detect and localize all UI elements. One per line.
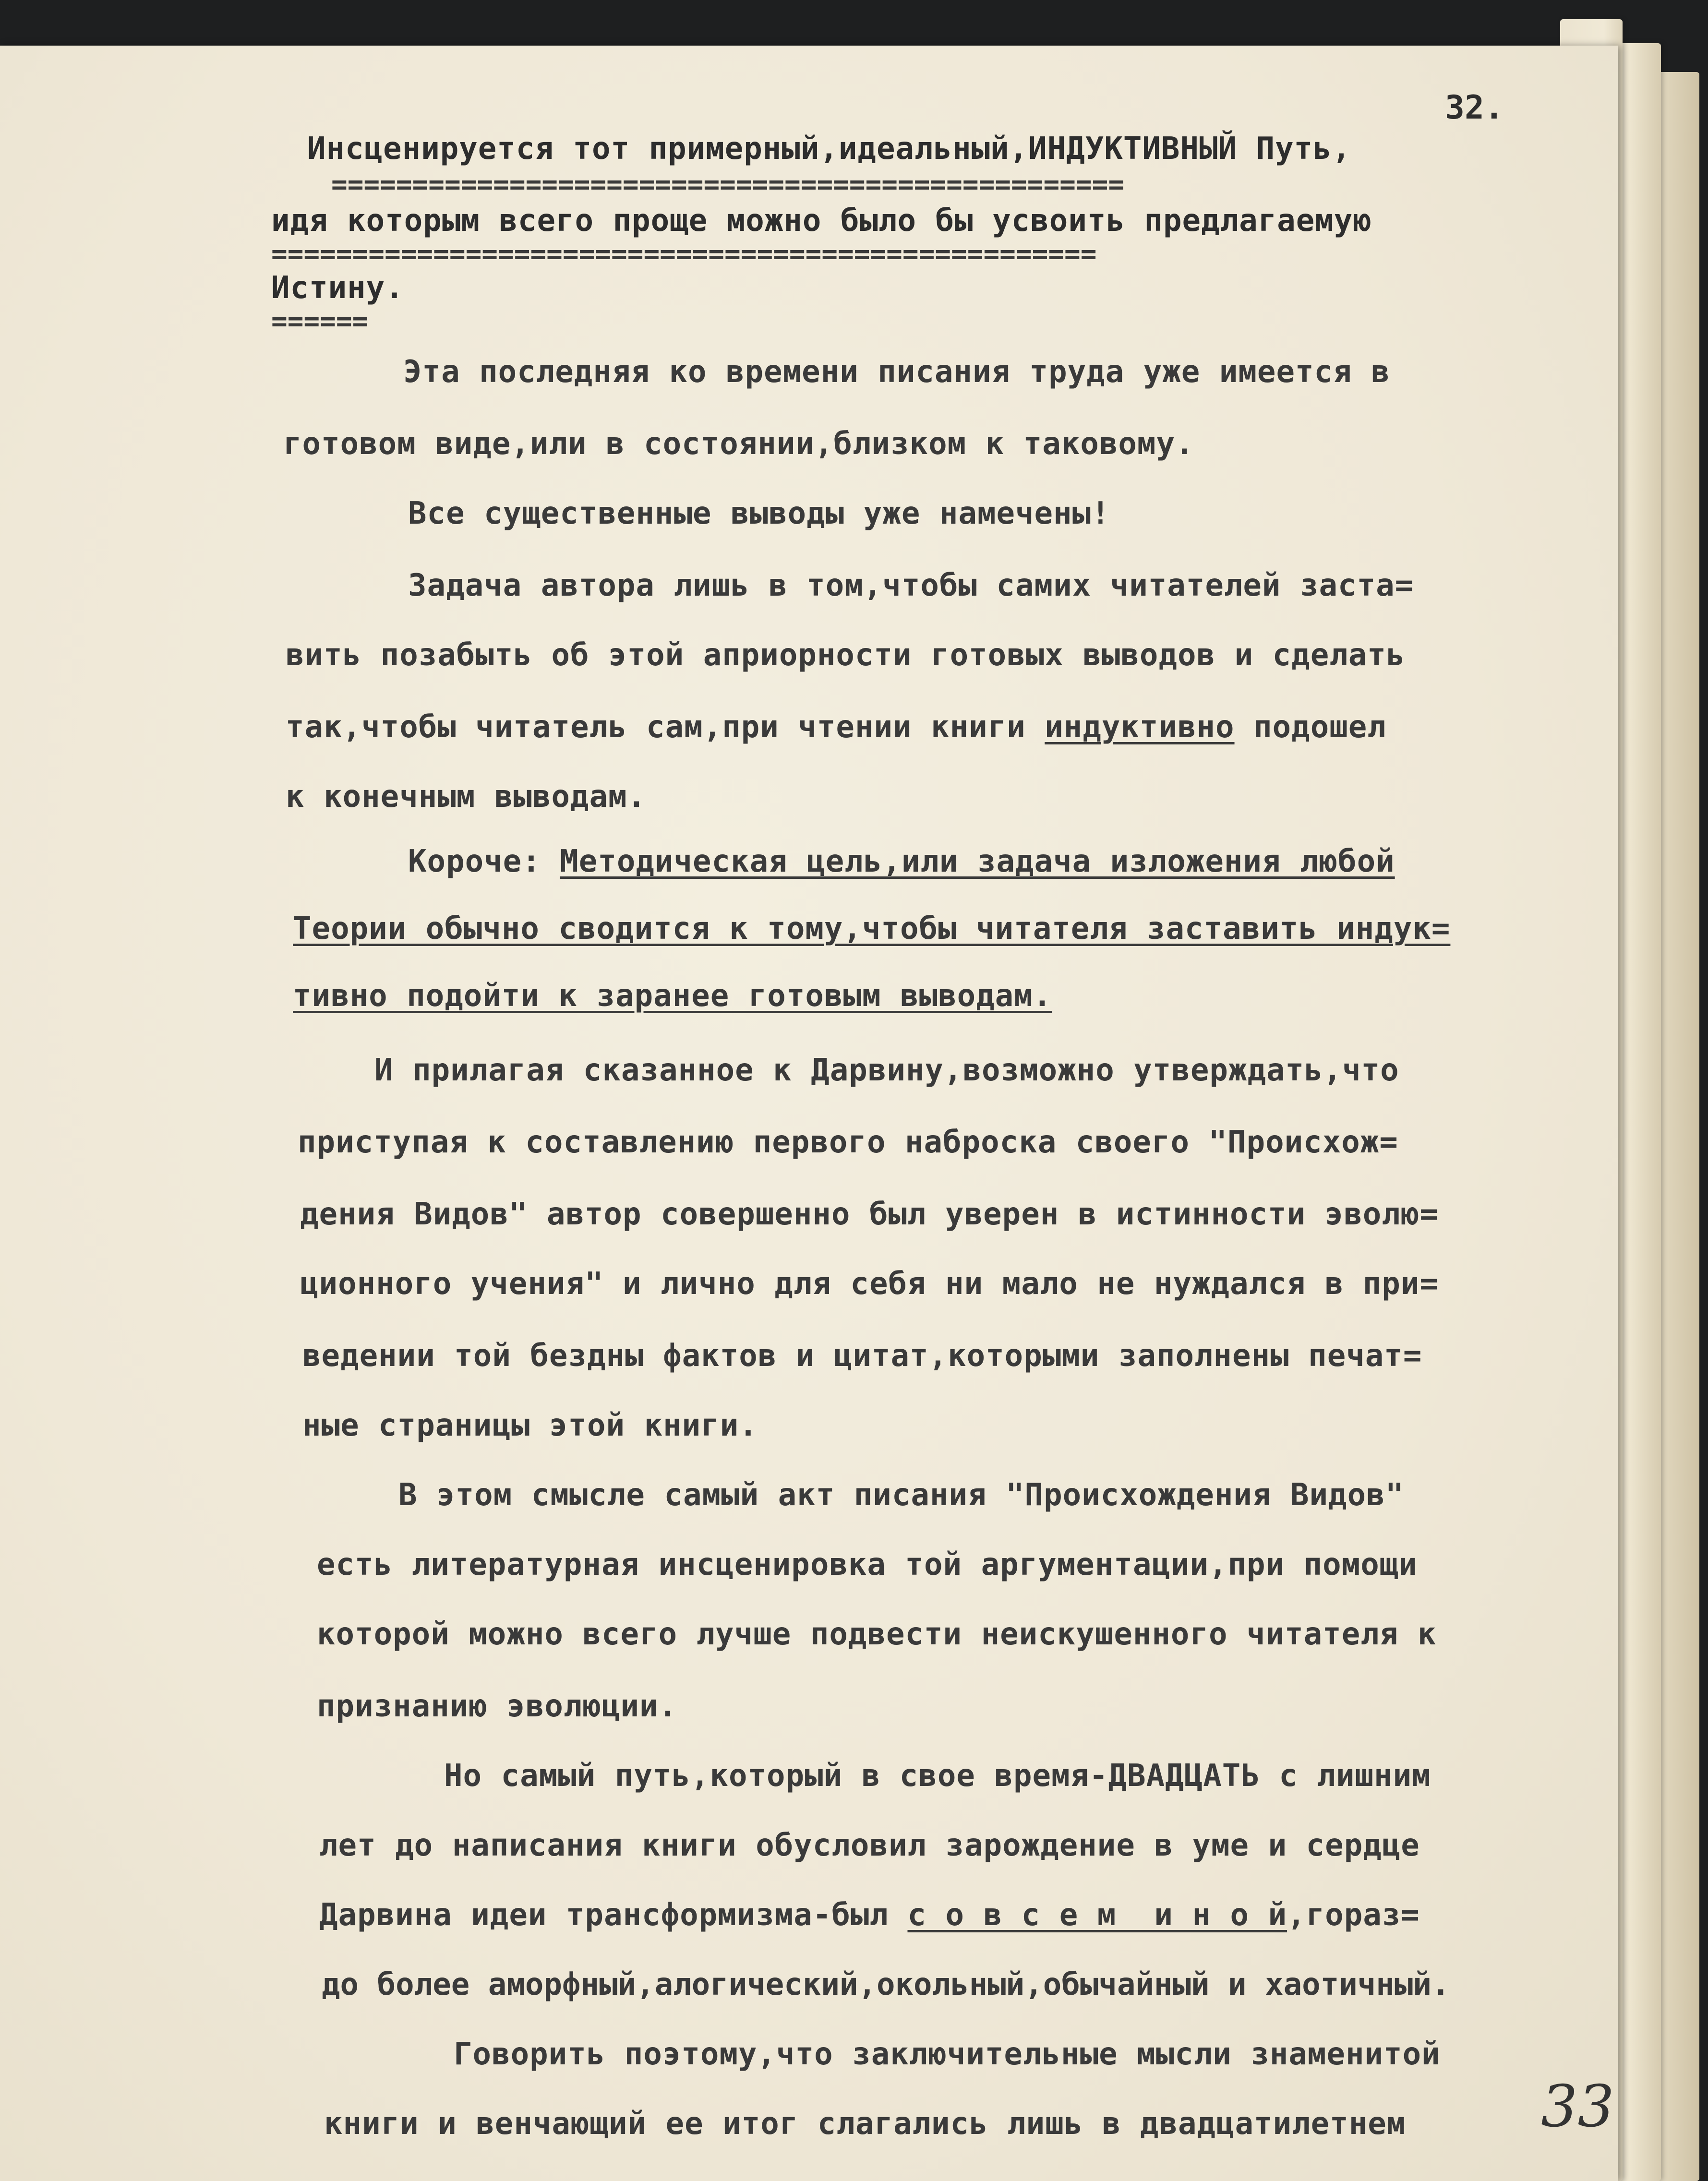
text-line: готовом виде,или в состоянии,близком к таковому. bbox=[283, 426, 1194, 462]
text-line: Истину. bbox=[271, 270, 404, 306]
text-line: дения Видов" автор совершенно был уверен в истинности эволю= bbox=[300, 1197, 1439, 1232]
text-line: Все существенные выводы уже намечены! bbox=[408, 496, 1110, 531]
text-line bbox=[319, 1896, 1420, 1934]
text-line: ведении той бездны фактов и цитат,которыми заполнены печат= bbox=[302, 1338, 1422, 1374]
text-segment: подошел bbox=[1234, 709, 1386, 745]
text-line: ные страницы этой книги. bbox=[302, 1408, 758, 1443]
text-line: ционного учения" и лично для себя ни мало не нуждался в при= bbox=[300, 1266, 1439, 1302]
underlined-phrase: Методическая цель,или задача изложения любой bbox=[560, 844, 1395, 879]
page-number: 32. bbox=[1445, 89, 1504, 127]
double-underline-rule: ====== bbox=[271, 312, 369, 331]
text-line: признанию эволюции. bbox=[317, 1689, 678, 1724]
text-line: приступая к составлению первого наброска своего "Происхож= bbox=[298, 1125, 1398, 1160]
double-underline-rule: =================================================== bbox=[271, 245, 1097, 264]
text-line: есть литературная инсценировка той аргументации,при помощи bbox=[317, 1547, 1418, 1582]
text-line: которой можно всего лучше подвести неискушенного читателя к bbox=[317, 1617, 1437, 1652]
text-segment: Дарвина идеи трансформизма-был bbox=[319, 1897, 908, 1933]
underlined-text-line: тивно подойти к заранее готовым выводам. bbox=[293, 978, 1052, 1014]
text-line: Инсценируется тот примерный,идеальный,ИНДУКТИВНЫЙ Путь, bbox=[307, 131, 1351, 167]
underlined-word: индуктивно bbox=[1045, 709, 1235, 745]
text-line: идя которым всего проще можно было бы усвоить предлагаемую bbox=[271, 203, 1372, 239]
document-page bbox=[0, 46, 1618, 2181]
text-segment: ,гораз= bbox=[1287, 1897, 1420, 1933]
text-line: вить позабыть об этой априорности готовых выводов и сделать bbox=[286, 637, 1406, 673]
text-line: И прилагая сказанное к Дарвину,возможно утверждать,что bbox=[374, 1053, 1399, 1088]
text-line: Задача автора лишь в том,чтобы самих читателей заста= bbox=[408, 568, 1414, 603]
double-underline-rule: ================================================= bbox=[331, 175, 1125, 194]
handwritten-folio-number: 33 bbox=[1541, 2073, 1614, 2140]
text-line: В этом смысле самый акт писания "Происхождения Видов" bbox=[398, 1477, 1405, 1513]
text-line bbox=[286, 708, 1386, 746]
text-line: до более аморфный,алогический,окольный,обычайный и хаотичный. bbox=[322, 1967, 1450, 2002]
text-segment: Короче: bbox=[408, 844, 560, 879]
text-line bbox=[408, 842, 1395, 881]
text-line: Говорить поэтому,что заключительные мысли знаменитой bbox=[454, 2037, 1441, 2072]
text-line: к конечным выводам. bbox=[286, 779, 647, 815]
text-line: книги и венчающий ее итог слагались лишь в двадцатилетнем bbox=[324, 2106, 1406, 2142]
text-segment: так,чтобы читатель сам,при чтении книги bbox=[286, 709, 1045, 745]
text-line: Эта последняя ко времени писания труда уже имеется в bbox=[403, 354, 1390, 390]
spaced-emphasis: с о в с е м и н о й bbox=[907, 1897, 1287, 1933]
underlined-text-line: Теории обычно сводится к тому,чтобы читателя заставить индук= bbox=[293, 911, 1451, 947]
text-line: лет до написания книги обусловил зарождение в уме и сердце bbox=[319, 1828, 1420, 1863]
text-line: Но самый путь,который в свое время-ДВАДЦАТЬ с лишним bbox=[444, 1758, 1431, 1794]
